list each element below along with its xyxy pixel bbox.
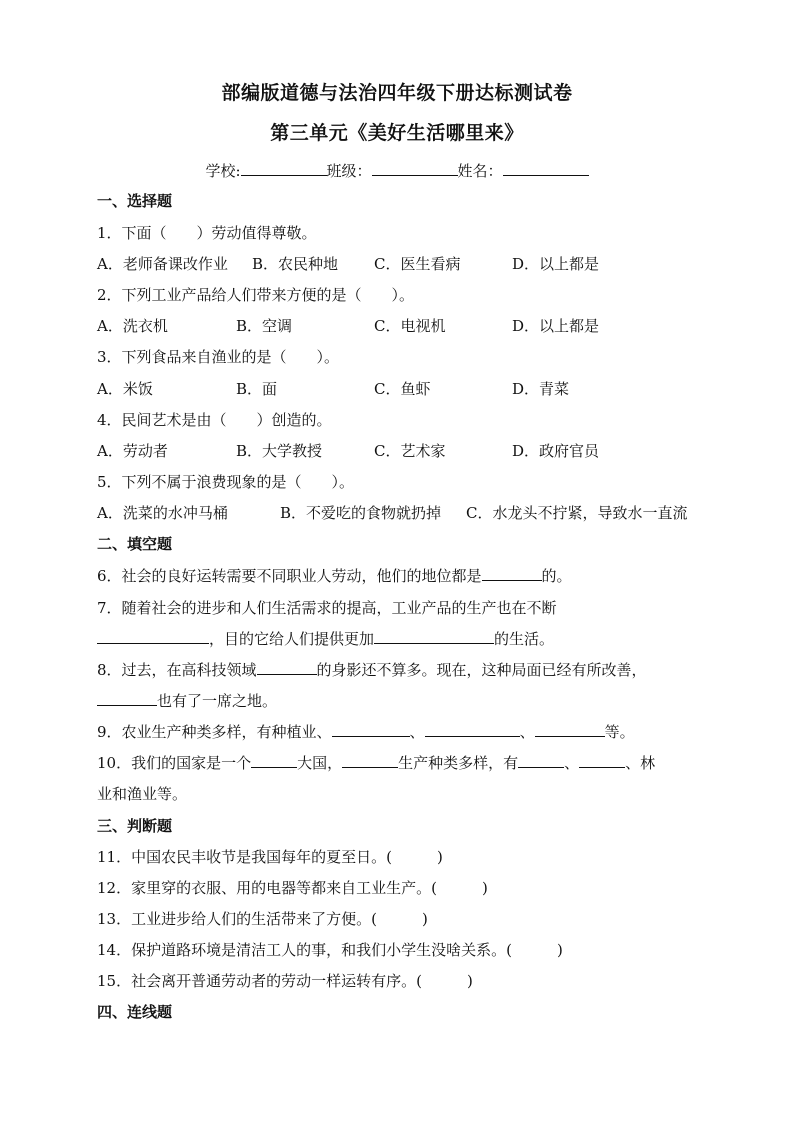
question-11: 11．中国农民丰收节是我国每年的夏至日。( ) bbox=[97, 848, 443, 866]
name-label: 姓名： bbox=[457, 162, 503, 180]
question-4: 4．民间艺术是由（ ）创造的。 bbox=[97, 411, 332, 429]
q8-text-c: 也有了一席之地。 bbox=[157, 692, 278, 710]
question-10-line2: 业和渔业等。 bbox=[97, 785, 188, 803]
question-15: 15．社会离开普通劳动者的劳动一样运转有序。( ) bbox=[97, 972, 473, 990]
class-blank[interactable] bbox=[372, 161, 458, 176]
school-blank[interactable] bbox=[241, 161, 327, 176]
q10-text-e: 、林 bbox=[625, 754, 656, 772]
q10-blank-1[interactable] bbox=[251, 753, 297, 768]
q7-text-b: ，目的它给人们提供更加 bbox=[209, 630, 375, 648]
question-12: 12．家里穿的衣服、用的电器等都来自工业生产。( ) bbox=[97, 879, 488, 897]
q3-option-d[interactable]: D．青菜 bbox=[512, 380, 570, 398]
q6-text-b: 的。 bbox=[541, 567, 572, 585]
question-10-line1 bbox=[97, 752, 655, 773]
question-13: 13．工业进步给人们的生活带来了方便。( ) bbox=[97, 910, 428, 928]
question-6 bbox=[97, 565, 572, 586]
q8-text-b: 的身影还不算多。现在，这种局面已经有所改善， bbox=[316, 661, 647, 679]
q10-blank-3[interactable] bbox=[518, 753, 564, 768]
q4-option-b[interactable]: B．大学教授 bbox=[236, 442, 323, 460]
q6-text-a: 6．社会的良好运转需要不同职业人劳动，他们的地位都是 bbox=[97, 567, 482, 585]
q6-blank[interactable] bbox=[482, 566, 542, 581]
q4-option-d[interactable]: D．政府官员 bbox=[512, 442, 600, 460]
q4-option-a[interactable]: A．劳动者 bbox=[97, 442, 168, 460]
q1-option-c[interactable]: C．医生看病 bbox=[374, 255, 461, 273]
q10-blank-2[interactable] bbox=[342, 753, 398, 768]
q9-text-c: 、 bbox=[519, 723, 535, 741]
q9-text-a: 9．农业生产种类多样，有种植业、 bbox=[97, 723, 332, 741]
q2-option-a[interactable]: A．洗衣机 bbox=[97, 317, 168, 335]
q1-option-d[interactable]: D．以上都是 bbox=[512, 255, 600, 273]
q9-blank-1[interactable] bbox=[332, 722, 410, 737]
q10-text-c: 生产种类多样，有 bbox=[398, 754, 519, 772]
q3-option-b[interactable]: B．面 bbox=[236, 380, 278, 398]
question-8-line2 bbox=[97, 690, 277, 711]
q9-blank-2[interactable] bbox=[425, 722, 520, 737]
q7-blank-2[interactable] bbox=[374, 629, 494, 644]
question-5: 5．下列不属于浪费现象的是（ ）。 bbox=[97, 473, 355, 491]
q5-option-a[interactable]: A．洗菜的水冲马桶 bbox=[97, 504, 228, 522]
q8-blank-2[interactable] bbox=[97, 691, 157, 706]
q5-option-c[interactable]: C．水龙头不拧紧，导致水一直流 bbox=[466, 504, 688, 522]
q2-option-c[interactable]: C．电视机 bbox=[374, 317, 446, 335]
student-info-row bbox=[0, 160, 794, 181]
class-label: 班级： bbox=[326, 162, 372, 180]
q4-option-c[interactable]: C．艺术家 bbox=[374, 442, 446, 460]
q1-option-a[interactable]: A．老师备课改作业 bbox=[97, 255, 228, 273]
section-fill: 二、填空题 bbox=[97, 535, 173, 553]
school-label: 学校: bbox=[205, 162, 241, 180]
q10-text-d: 、 bbox=[564, 754, 580, 772]
section-judge: 三、判断题 bbox=[97, 817, 173, 835]
exam-subtitle: 第三单元《美好生活哪里来》 bbox=[270, 122, 524, 144]
q10-text-a: 10．我们的国家是一个 bbox=[97, 754, 252, 772]
exam-title: 部编版道德与法治四年级下册达标测试卷 bbox=[221, 82, 573, 104]
q2-option-d[interactable]: D．以上都是 bbox=[512, 317, 600, 335]
question-8-line1 bbox=[97, 659, 647, 680]
name-blank[interactable] bbox=[503, 161, 589, 176]
question-7-line1: 7．随着社会的进步和人们生活需求的提高，工业产品的生产也在不断 bbox=[97, 599, 557, 617]
q9-blank-3[interactable] bbox=[535, 722, 605, 737]
q10-blank-4[interactable] bbox=[579, 753, 625, 768]
question-7-line2 bbox=[97, 628, 554, 649]
q3-option-c[interactable]: C．鱼虾 bbox=[374, 380, 431, 398]
q5-option-b[interactable]: B．不爱吃的食物就扔掉 bbox=[280, 504, 442, 522]
q9-text-b: 、 bbox=[409, 723, 425, 741]
q3-option-a[interactable]: A．米饭 bbox=[97, 380, 153, 398]
section-choice: 一、选择题 bbox=[97, 192, 173, 210]
q9-text-d: 等。 bbox=[604, 723, 635, 741]
question-3: 3．下列食品来自渔业的是（ ）。 bbox=[97, 348, 340, 366]
question-2: 2．下列工业产品给人们带来方便的是（ ）。 bbox=[97, 286, 415, 304]
question-9 bbox=[97, 721, 635, 742]
q8-text-a: 8．过去，在高科技领域 bbox=[97, 661, 257, 679]
q1-option-b[interactable]: B．农民种地 bbox=[252, 255, 339, 273]
question-1: 1．下面（ ）劳动值得尊敬。 bbox=[97, 224, 317, 242]
section-matching: 四、连线题 bbox=[97, 1003, 173, 1021]
q8-blank-1[interactable] bbox=[257, 660, 317, 675]
q7-text-c: 的生活。 bbox=[494, 630, 555, 648]
question-14: 14．保护道路环境是清洁工人的事，和我们小学生没啥关系。( ) bbox=[97, 941, 563, 959]
q10-text-b: 大国， bbox=[297, 754, 343, 772]
q2-option-b[interactable]: B．空调 bbox=[236, 317, 293, 335]
q7-blank-1[interactable] bbox=[97, 629, 209, 644]
